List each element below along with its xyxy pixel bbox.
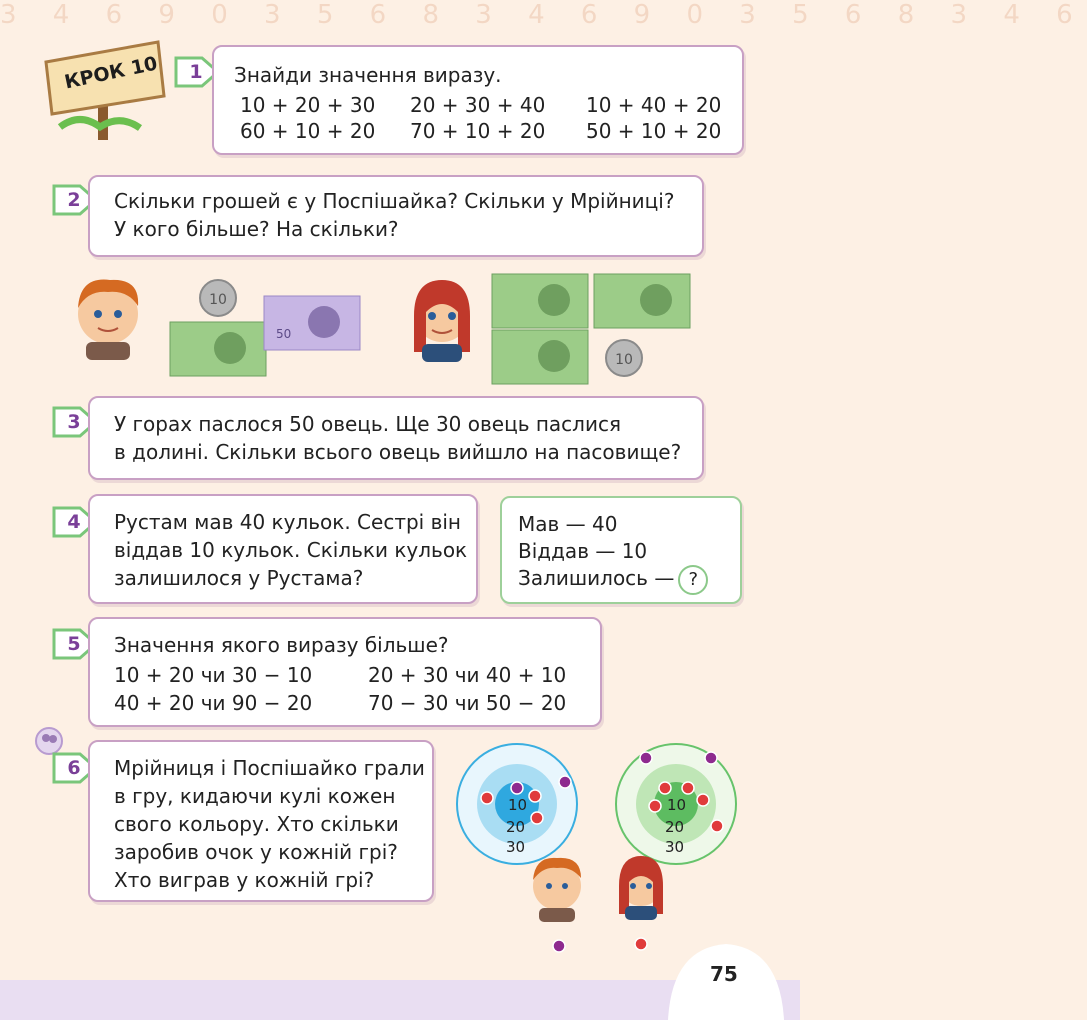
red-ball (682, 782, 694, 794)
red-ball (649, 800, 661, 812)
red-ball (711, 820, 723, 832)
task-6-line-1: Мрійниця і Поспішайко грали (114, 756, 425, 780)
red-ball (659, 782, 671, 794)
task-marker-5: 5 (50, 624, 106, 664)
green-ring-10: 10 (667, 796, 687, 814)
background-digits: 3 4 6 9 0 3 5 6 8 3 4 6 9 0 3 5 6 8 3 4 6 (0, 0, 1087, 30)
green-ring-30: 30 (665, 838, 685, 856)
task-marker-2: 2 (50, 180, 106, 220)
step-badge-label: КРОК 10 (62, 52, 160, 94)
page-number: 75 (710, 962, 738, 986)
red-ball (529, 790, 541, 802)
girl-icon (414, 280, 470, 362)
red-ball (531, 812, 543, 824)
targets-illustration (455, 738, 755, 958)
task-2-line-2: У кого більше? На скільки? (114, 217, 399, 241)
task-marker-4: 4 (50, 502, 106, 542)
task-marker-3: 3 (50, 402, 106, 442)
task-4-line-3: залишилося у Рустама? (114, 566, 364, 590)
task-1-row-1: 10 + 20 + 30 20 + 30 + 40 10 + 40 + 20 (240, 93, 722, 117)
purple-ball (559, 776, 571, 788)
note-line-3: Залишилось — ? (518, 564, 708, 595)
banknote-icon (594, 274, 690, 328)
task-3-line-2: в долині. Скільки всього овець вийшло на пасовище? (114, 440, 682, 464)
task-5-row-2: 40 + 20 чи 90 − 20 70 − 30 чи 50 − 20 (114, 691, 567, 715)
red-ball (481, 792, 493, 804)
boy-icon (533, 858, 581, 922)
task-3-line-1: У горах паслося 50 овець. Ще 30 овець паслися (114, 412, 621, 436)
red-ball (635, 938, 647, 950)
purple-ball (705, 752, 717, 764)
task-6-line-2: в гру, кидаючи кулі кожен (114, 784, 396, 808)
task-4-line-2: віддав 10 кульок. Скільки кульок (114, 538, 468, 562)
task-5-card (88, 617, 602, 727)
purple-ball (553, 940, 565, 952)
note-line-1: Мав — 40 (518, 512, 618, 536)
banknote-icon (170, 322, 266, 376)
task-5-row-1: 10 + 20 чи 30 − 10 20 + 30 чи 40 + 10 (114, 663, 567, 687)
coin-icon (200, 280, 236, 316)
girl-icon (619, 856, 663, 920)
task-6-card (88, 740, 434, 902)
task-6-line-3: свого кольору. Хто скільки (114, 812, 399, 836)
task-3-card (88, 396, 704, 480)
task-1-row-2: 60 + 10 + 20 70 + 10 + 20 50 + 10 + 20 (240, 119, 722, 143)
task-1-card (212, 45, 744, 155)
green-ring-20: 20 (665, 818, 685, 836)
red-ball (697, 794, 709, 806)
task-1-title: Знайди значення виразу. (234, 63, 502, 87)
boy-icon (78, 280, 138, 360)
task-6-line-5: Хто виграв у кожній грі? (114, 868, 375, 892)
money-illustration (70, 272, 710, 390)
blue-ring-20: 20 (506, 818, 526, 836)
svg-text:10: 10 (615, 352, 633, 368)
note-line-2: Віддав — 10 (518, 539, 648, 563)
svg-text:10: 10 (209, 292, 227, 308)
purple-ball (640, 752, 652, 764)
task-4-line-1: Рустам мав 40 кульок. Сестрі він (114, 510, 462, 534)
blue-ring-30: 30 (506, 838, 526, 856)
step-badge (40, 32, 170, 142)
task-2-line-1: Скільки грошей є у Поспішайка? Скільки у Мрійниці? (114, 189, 675, 213)
svg-text:50: 50 (276, 327, 292, 341)
task-marker-1: 1 (172, 52, 228, 92)
purple-ball (511, 782, 523, 794)
task-5-title: Значення якого виразу більше? (114, 633, 449, 657)
task-4-note-card (500, 496, 742, 604)
banknote-icon (492, 330, 588, 384)
coin-icon (606, 340, 642, 376)
task-6-line-4: заробив очок у кожній грі? (114, 840, 398, 864)
question-circle: ? (678, 565, 708, 595)
banknote-50-icon (264, 296, 360, 350)
task-4-card (88, 494, 478, 604)
banknote-icon (492, 274, 588, 328)
blue-ring-10: 10 (508, 796, 528, 814)
task-marker-6: 6 (50, 748, 106, 788)
task-2-card (88, 175, 704, 257)
